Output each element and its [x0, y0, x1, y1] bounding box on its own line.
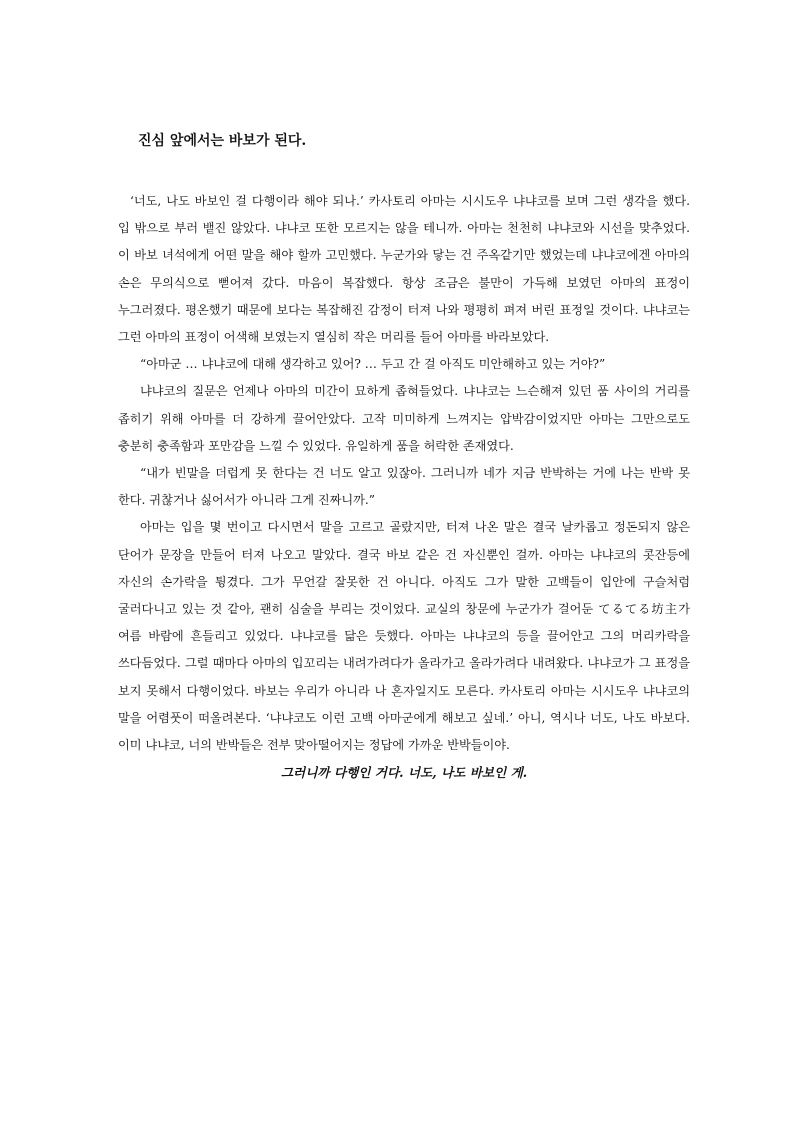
document-page: [118, 124, 690, 786]
paragraph-dialogue-ama: “내가 빈말을 더럽게 못 한다는 건 너도 알고 있잖아. 그러니까 네가 지금 반박하는 거에 나는 반박 못 한다. 귀찮거나 싫어서가 아니라 그게 진짜니까.”: [118, 466, 690, 508]
paragraph-dialogue-nyanyako: “아마군 … 냐냐코에 대해 생각하고 있어? … 두고 간 걸 아직도 미안해하고 있는 거야?”: [140, 357, 606, 372]
paragraph-narration: 냐냐코의 질문은 언제나 아마의 미간이 묘하게 좁혀들었다. 냐냐코는 느슨해져 있던 품 사이의 거리를 좁히기 위해 아마를 더 강하게 끌어안았다. 고작 미미하게 느껴지는 압박감이었지만 아마는 그만으로도 충분히 충족함과 포만감을 느낄 수 있었다. 유일하게 품을 허락한 존재였다.: [118, 384, 690, 453]
paragraph-opening: ‘너도, 나도 바보인 걸 다행이라 해야 되나.’ 카사토리 아마는 시시도우 냐냐코를 보며 그런 생각을 했다. 입 밖으로 부러 뱉진 않았다. 냐냐코 또한 모르지는 않을 테니까. 아마는 천천히 냐냐코와 시선을 맞추었다. 이 바보 녀석에게 어떤 말을 해야 할까 고민했다. 누군가와 닿는 건 주옥같기만 했었는데 냐냐코에겐 아마의 손은 무의식으로 뻗어져 갔다. 마음이 복잡했다. 항상 조금은 불만이 가득해 보였던 아마의 표정이 누그러졌다. 평온했기 때문에 보다는 복잡해진 감정이 터져 나와 평평히 펴져 버린 표정일 것이다. 냐냐코는 그런 아마의 표정이 어색해 보였는지 열심히 작은 머리를 들어 아마를 바라보았다.: [118, 194, 690, 345]
closing-line: 그러니까 다행인 거다. 너도, 나도 바보인 게.: [280, 765, 528, 781]
paragraph-main: 아마는 입을 몇 번이고 다시면서 말을 고르고 골랐지만, 터져 나온 말은 결국 날카롭고 정돈되지 않은 단어가 문장을 만들어 터져 나오고 말았다. 결국 바보 같은 건 자신뿐인 걸까. 아마는 냐냐코의 콧잔등에 자신의 손가락을 튕겼다. 그가 무언갈 잘못한 건 아니다. 아직도 그가 말한 고백들이 입안에 구슬처럼 굴러다니고 있는 것 같아, 괜히 심술을 부리는 것이었다. 교실의 창문에 누군가가 걸어둔 てるてる坊主가 여름 바람에 흔들리고 있었다. 냐냐코를 닮은 듯했다. 아마는 냐냐코의 등을 끌어안고 그의 머리카락을 쓰다듬었다. 그럴 때마다 아마의 입꼬리는 내려가려다가 올라가고 올라가려다 내려왔다. 냐냐코가 그 표정을 보지 못해서 다행이었다. 바보는 우리가 아니라 나 혼자일지도 모른다. 카사토리 아마는 시시도우 냐냐코의 말을 어렴풋이 떠올려본다. ‘냐냐코도 이런 고백 아마군에게 해보고 싶네.’ 아니, 역시나 너도, 나도 바보다. 이미 냐냐코, 너의 반박들은 전부 맞아떨어지는 정답에 가까운 반박들이야.: [118, 520, 690, 753]
document-title: 진심 앞에서는 바보가 된다.: [138, 133, 307, 149]
